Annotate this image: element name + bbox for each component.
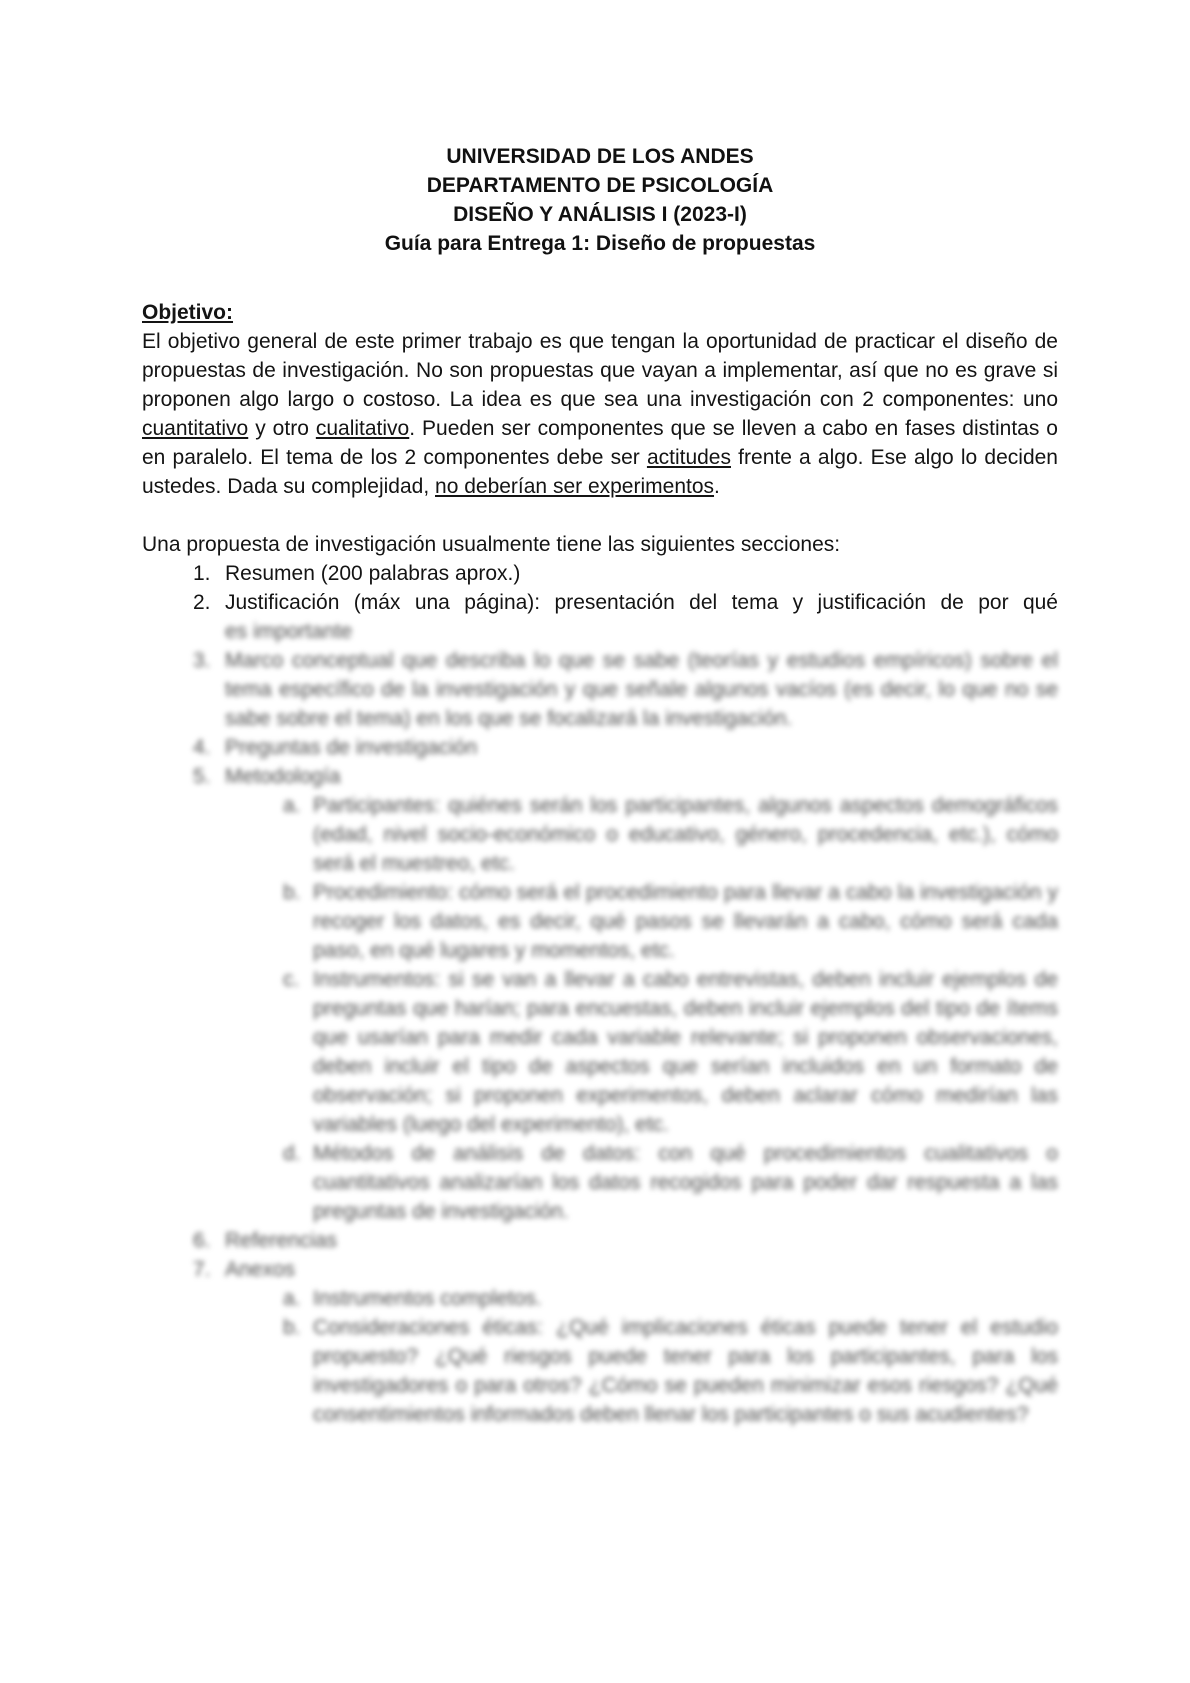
list-item-text: Anexos [225, 1258, 296, 1281]
list-subitem-consideraciones-eticas [142, 1313, 1058, 1429]
header-course: DISEÑO Y ANÁLISIS I (2023-I) [453, 203, 747, 226]
list-item-referencias [142, 1226, 1058, 1255]
list-item-justificacion [142, 588, 1058, 646]
list-item-text: Referencias [225, 1229, 338, 1252]
underlined-phrase-no-experimentos: no deberían ser experimentos [435, 475, 715, 498]
list-item-anexos [142, 1255, 1058, 1284]
list-marker: 1. [193, 562, 211, 585]
sections-intro: Una propuesta de investigación usualmente tiene las siguientes secciones: [142, 533, 841, 556]
list-marker: 4. [193, 736, 211, 759]
list-item-text: Resumen (200 palabras aprox.) [225, 562, 521, 585]
list-item-marco-conceptual [142, 646, 1058, 733]
list-item-text: Metodología [225, 765, 341, 788]
list-item-text: Participantes: quiénes serán los participantes, algunos aspectos demográficos (edad, nivel socio-económico o educativo, género, procedencia, etc.), cómo será el muestreo, etc. [313, 794, 1058, 875]
list-marker: a. [283, 1287, 301, 1310]
objective-text: frente a algo. Ese algo lo deciden ustedes. Dada su complejidad, [142, 446, 1058, 498]
list-item-text: Marco conceptual que describa lo que se sabe (teorías y estudios empíricos) sobre el tema específico de la investigación y que señale algunos vacíos (es decir, lo que no se sabe sobre el tema) en los que se focalizará la investigación. [225, 649, 1058, 730]
objective-section [142, 298, 1058, 501]
objective-text: El objetivo general de este primer trabajo es que tengan la oportunidad de practicar el diseño de propuestas de investigación. No son propuestas que vayan a implementar, así que no es grave si proponen algo largo o costoso. La idea es que sea una investigación con 2 componentes: uno [142, 330, 1058, 411]
list-marker: a. [283, 794, 301, 817]
underlined-term-cualitativo: cualitativo [315, 417, 410, 440]
objective-text: . [714, 475, 720, 498]
objective-paragraph [142, 327, 1058, 501]
list-item-text: Procedimiento: cómo será el procedimiento para llevar a cabo la investigación y recoger los datos, es decir, qué pasos se llevarán a cabo, cómo será cada paso, en qué lugares y momentos, etc. [313, 881, 1058, 962]
list-marker: b. [283, 881, 301, 904]
list-item-text: Consideraciones éticas: ¿Qué implicaciones éticas puede tener el estudio propuesto? ¿Qué riesgos puede tener para los participantes, para los investigadores o para otros? ¿Cómo se pueden minimizar esos riesgos? ¿Qué consentimientos informados deben llenar los participantes o sus acudientes? [313, 1316, 1058, 1426]
list-item-resumen [142, 559, 1058, 588]
list-subitem-participantes [142, 791, 1058, 878]
list-item-text [225, 588, 1058, 646]
list-item-text-blurred: es importante [225, 620, 353, 643]
list-marker: d. [283, 1142, 301, 1165]
list-marker: 3. [193, 649, 211, 672]
list-subitem-metodos-analisis [142, 1139, 1058, 1226]
document-header [142, 142, 1058, 258]
list-marker: 6. [193, 1229, 211, 1252]
underlined-term-cuantitativo: cuantitativo [142, 417, 249, 440]
sections-list [142, 559, 1058, 1429]
list-marker: 5. [193, 765, 211, 788]
objective-text: . Pueden ser componentes que se lleven a cabo en fases distintas o en paralelo. El tema de los 2 componentes debe ser [142, 417, 1058, 469]
list-item-text: Instrumentos: si se van a llevar a cabo entrevistas, deben incluir ejemplos de preguntas que harían; para encuestas, deben incluir ejemplos del tipo de ítems que usarían para medir cada variable relevante; si proponen observaciones, deben incluir el tipo de aspectos que serían incluidos en un formato de observación; si proponen experimentos, deben aclarar cómo medirían las variables (luego del experimento), etc. [313, 968, 1058, 1136]
list-item-text-clear: Justificación (máx una página): presentación del tema y justificación de por qué [225, 591, 1058, 614]
list-subitem-instrumentos [142, 965, 1058, 1139]
list-marker: 2. [193, 591, 211, 614]
list-subitem-instrumentos-completos [142, 1284, 1058, 1313]
objective-text: y otro [248, 417, 316, 440]
header-university: UNIVERSIDAD DE LOS ANDES [446, 145, 754, 168]
list-marker: b. [283, 1316, 301, 1339]
header-assignment-title: Guía para Entrega 1: Diseño de propuestas [384, 232, 816, 255]
list-subitem-procedimiento [142, 878, 1058, 965]
underlined-term-actitudes: actitudes [646, 446, 731, 469]
list-item-text: Instrumentos completos. [313, 1287, 542, 1310]
list-marker: 7. [193, 1258, 211, 1281]
list-item-preguntas [142, 733, 1058, 762]
list-item-metodologia [142, 762, 1058, 791]
objective-heading: Objetivo: [142, 301, 234, 324]
list-marker: c. [283, 968, 300, 991]
list-item-text: Métodos de análisis de datos: con qué procedimientos cualitativos o cuantitativos analizarían los datos recogidos para poder dar respuesta a las preguntas de investigación. [313, 1142, 1058, 1223]
list-item-text: Preguntas de investigación [225, 736, 478, 759]
header-department: DEPARTAMENTO DE PSICOLOGÍA [426, 174, 774, 197]
